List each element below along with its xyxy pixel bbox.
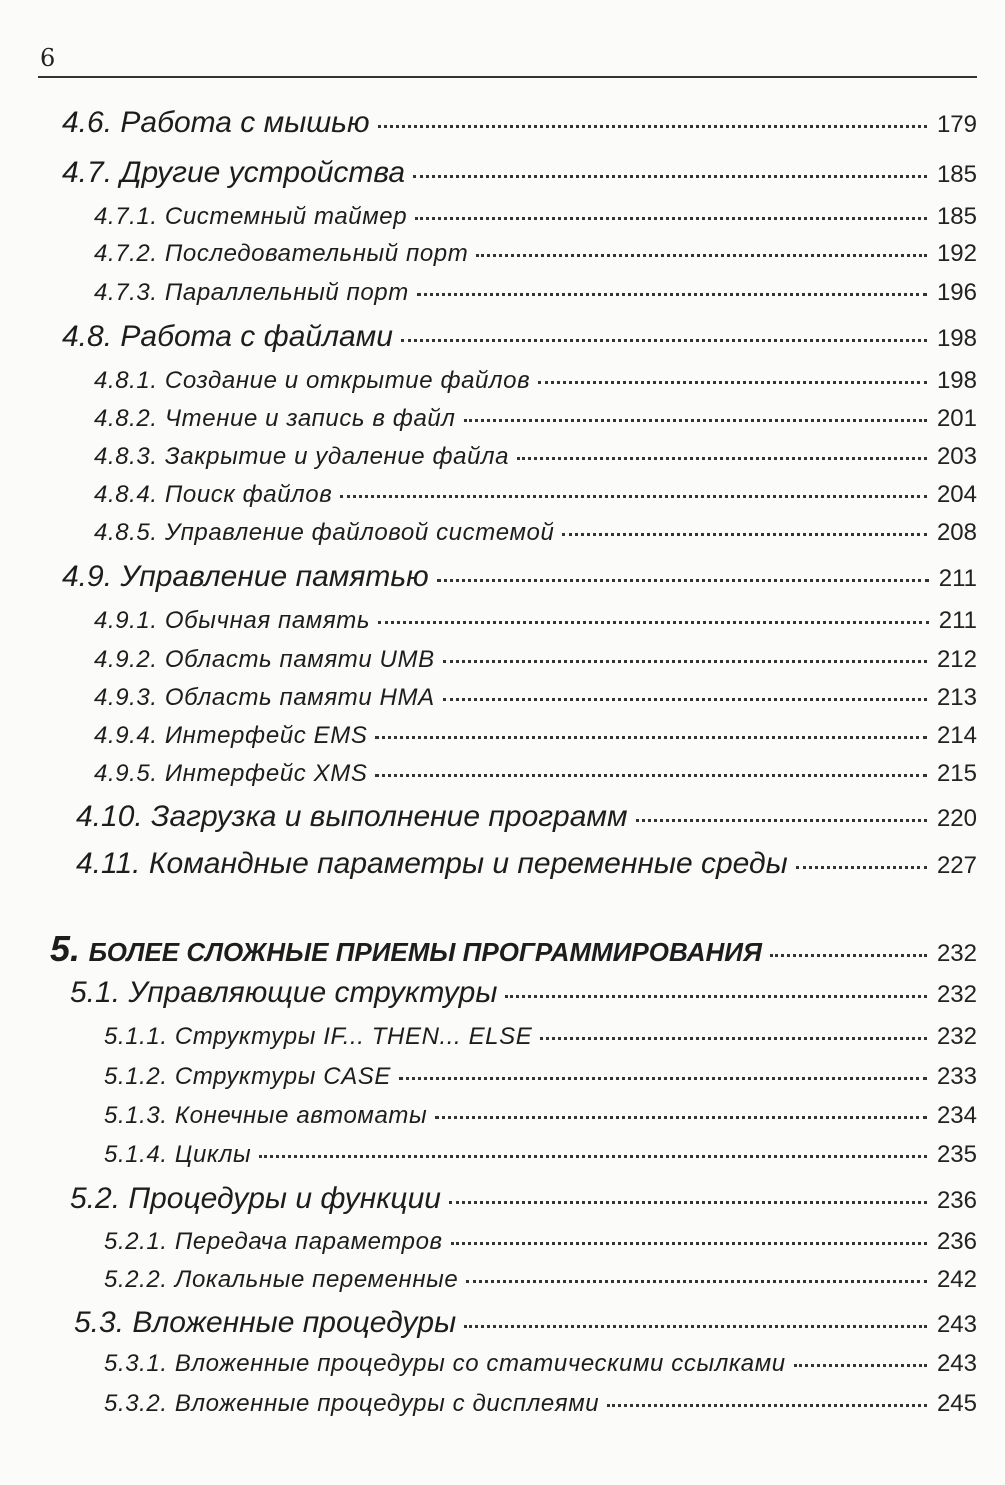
toc-entry-page: 236 bbox=[936, 1228, 977, 1255]
toc-entry-page: 243 bbox=[936, 1311, 977, 1338]
dot-leader bbox=[417, 293, 927, 296]
dot-leader bbox=[259, 1155, 927, 1158]
dot-leader bbox=[562, 533, 927, 536]
dot-leader bbox=[607, 1404, 927, 1407]
dot-leader bbox=[538, 381, 927, 384]
toc-entry-page: 232 bbox=[936, 940, 977, 967]
toc-entry-title: 4.11. Командные параметры и переменные среды bbox=[76, 847, 788, 880]
toc-entry-title: 5.2.2. Локальные переменные bbox=[104, 1266, 459, 1293]
dot-leader bbox=[505, 995, 927, 998]
toc-entry[interactable] bbox=[104, 1350, 977, 1378]
toc-entry-title bbox=[50, 928, 762, 970]
toc-entry-page: 198 bbox=[936, 367, 977, 394]
dot-leader bbox=[375, 774, 926, 777]
toc-entry[interactable] bbox=[94, 240, 977, 268]
dot-leader bbox=[375, 736, 926, 739]
page-number: 6 bbox=[40, 44, 56, 72]
toc-entry-page: 233 bbox=[936, 1063, 977, 1090]
toc-entry-title: 4.9.3. Область памяти HMA bbox=[94, 684, 435, 711]
toc-entry-page: 192 bbox=[936, 240, 977, 267]
dot-leader bbox=[449, 1201, 927, 1204]
toc-entry-page: 214 bbox=[936, 722, 977, 749]
toc-entry-title: 5.1. Управляющие структуры bbox=[70, 976, 498, 1009]
toc-entry[interactable] bbox=[94, 684, 977, 712]
toc-entry[interactable] bbox=[62, 156, 977, 190]
toc-entry[interactable] bbox=[104, 1390, 977, 1418]
toc-entry[interactable] bbox=[62, 320, 977, 354]
dot-leader bbox=[443, 660, 927, 663]
dot-leader bbox=[378, 125, 927, 128]
toc-entry-page: 220 bbox=[936, 805, 977, 832]
toc-entry[interactable] bbox=[94, 519, 977, 547]
toc-entry-page: 185 bbox=[936, 161, 977, 188]
toc-entry-title: 5.3.1. Вложенные процедуры со статическими ссылками bbox=[104, 1350, 786, 1377]
toc-entry-title: 4.8.1. Создание и открытие файлов bbox=[94, 367, 531, 394]
toc-entry-page: 198 bbox=[936, 325, 977, 352]
toc-entry-title: 4.8.5. Управление файловой системой bbox=[94, 519, 555, 546]
toc-entry-title: 4.7.2. Последовательный порт bbox=[94, 240, 469, 267]
dot-leader bbox=[464, 419, 927, 422]
toc-entry[interactable] bbox=[94, 722, 977, 750]
toc-entry-title: 4.8.4. Поиск файлов bbox=[94, 481, 333, 508]
dot-leader bbox=[399, 1077, 927, 1080]
dot-leader bbox=[340, 495, 927, 498]
toc-entry-title: 5.1.3. Конечные автоматы bbox=[104, 1102, 428, 1129]
toc-entry-page: 211 bbox=[938, 565, 977, 592]
toc-entry[interactable] bbox=[104, 1102, 977, 1130]
dot-leader bbox=[540, 1037, 927, 1040]
toc-entry-page: 185 bbox=[936, 203, 977, 230]
toc-entry[interactable] bbox=[94, 443, 977, 471]
toc-entry-title: 4.7. Другие устройства bbox=[62, 156, 406, 189]
chapter-title: БОЛЕЕ СЛОЖНЫЕ ПРИЕМЫ ПРОГРАММИРОВАНИЯ bbox=[88, 937, 762, 967]
toc-entry-page: 245 bbox=[936, 1390, 977, 1417]
toc-entry-page: 232 bbox=[936, 1023, 977, 1050]
toc-chapter-entry[interactable] bbox=[50, 928, 977, 970]
toc-entry-title: 5.2. Процедуры и функции bbox=[70, 1182, 441, 1215]
dot-leader bbox=[636, 819, 927, 822]
dot-leader bbox=[476, 254, 927, 257]
toc-entry-title: 5.3. Вложенные процедуры bbox=[74, 1306, 457, 1339]
toc-entry[interactable] bbox=[94, 646, 977, 674]
toc-entry-page: 179 bbox=[936, 111, 977, 138]
dot-leader bbox=[464, 1325, 927, 1328]
toc-entry-page: 227 bbox=[936, 852, 977, 879]
toc-entry-page: 203 bbox=[936, 443, 977, 470]
toc-entry-page: 243 bbox=[936, 1350, 977, 1377]
toc-entry[interactable] bbox=[70, 1182, 977, 1216]
dot-leader bbox=[378, 621, 929, 624]
toc-entry[interactable] bbox=[76, 800, 977, 834]
dot-leader bbox=[796, 866, 927, 869]
dot-leader bbox=[794, 1364, 927, 1367]
toc-entry-title: 4.7.1. Системный таймер bbox=[94, 203, 408, 230]
toc-entry[interactable] bbox=[104, 1141, 977, 1169]
toc-entry-page: 201 bbox=[936, 405, 977, 432]
dot-leader bbox=[451, 1242, 927, 1245]
dot-leader bbox=[413, 175, 927, 178]
toc-entry-page: 213 bbox=[936, 684, 977, 711]
toc-entry[interactable] bbox=[94, 607, 977, 635]
toc-entry[interactable] bbox=[94, 481, 977, 509]
toc-entry-title: 5.1.2. Структуры CASE bbox=[104, 1063, 392, 1090]
toc-entry-title: 4.8. Работа с файлами bbox=[62, 320, 393, 353]
toc-entry[interactable] bbox=[94, 203, 977, 231]
toc-entry[interactable] bbox=[94, 405, 977, 433]
toc-entry-title: 4.7.3. Параллельный порт bbox=[94, 279, 409, 306]
toc-entry-title: 4.10. Загрузка и выполнение программ bbox=[76, 800, 628, 833]
toc-entry-title: 5.1.4. Циклы bbox=[104, 1141, 252, 1168]
toc-entry[interactable] bbox=[76, 847, 977, 881]
toc-entry-page: 236 bbox=[936, 1187, 977, 1214]
toc-entry-title: 5.2.1. Передача параметров bbox=[104, 1228, 443, 1255]
toc-entry[interactable] bbox=[70, 976, 977, 1010]
toc-entry[interactable] bbox=[74, 1306, 977, 1340]
toc-entry[interactable] bbox=[94, 367, 977, 395]
toc-entry-page: 235 bbox=[936, 1141, 977, 1168]
toc-entry-title: 4.6. Работа с мышью bbox=[62, 106, 370, 139]
toc-entry-title: 4.9.5. Интерфейс XMS bbox=[94, 760, 368, 787]
toc-entry[interactable] bbox=[104, 1266, 977, 1294]
toc-entry[interactable] bbox=[94, 279, 977, 307]
toc-entry-page: 211 bbox=[938, 607, 977, 634]
toc-entry-page: 242 bbox=[936, 1266, 977, 1293]
toc-entry-page: 204 bbox=[936, 481, 977, 508]
toc-entry[interactable] bbox=[104, 1023, 977, 1051]
toc-entry[interactable] bbox=[104, 1228, 977, 1256]
toc-entry-title: 5.1.1. Структуры IF... THEN... ELSE bbox=[104, 1023, 533, 1050]
dot-leader bbox=[770, 954, 927, 957]
toc-entry-page: 212 bbox=[936, 646, 977, 673]
dot-leader bbox=[401, 339, 927, 342]
toc-entry-title: 4.9. Управление памятью bbox=[62, 560, 429, 593]
toc-entry-title: 4.9.4. Интерфейс EMS bbox=[94, 722, 368, 749]
toc-entry-page: 196 bbox=[936, 279, 977, 306]
toc-entry-title: 4.8.3. Закрытие и удаление файла bbox=[94, 443, 510, 470]
toc-entry[interactable] bbox=[62, 106, 977, 140]
dot-leader bbox=[415, 217, 927, 220]
dot-leader bbox=[466, 1280, 927, 1283]
toc-entry[interactable] bbox=[94, 760, 977, 788]
toc-entry[interactable] bbox=[104, 1063, 977, 1091]
chapter-number: 5. bbox=[50, 928, 81, 969]
toc-entry[interactable] bbox=[62, 560, 977, 594]
dot-leader bbox=[435, 1116, 927, 1119]
toc-entry-title: 4.9.1. Обычная память bbox=[94, 607, 371, 634]
dot-leader bbox=[517, 457, 927, 460]
toc-entry-title: 5.3.2. Вложенные процедуры с дисплеями bbox=[104, 1390, 600, 1417]
toc-entry-page: 215 bbox=[936, 760, 977, 787]
dot-leader bbox=[443, 698, 927, 701]
toc-entry-page: 234 bbox=[936, 1102, 977, 1129]
toc-entry-page: 208 bbox=[936, 519, 977, 546]
toc-entry-page: 232 bbox=[936, 981, 977, 1008]
toc-entry-title: 4.9.2. Область памяти UMB bbox=[94, 646, 435, 673]
dot-leader bbox=[437, 579, 929, 582]
toc-entry-title: 4.8.2. Чтение и запись в файл bbox=[94, 405, 456, 432]
